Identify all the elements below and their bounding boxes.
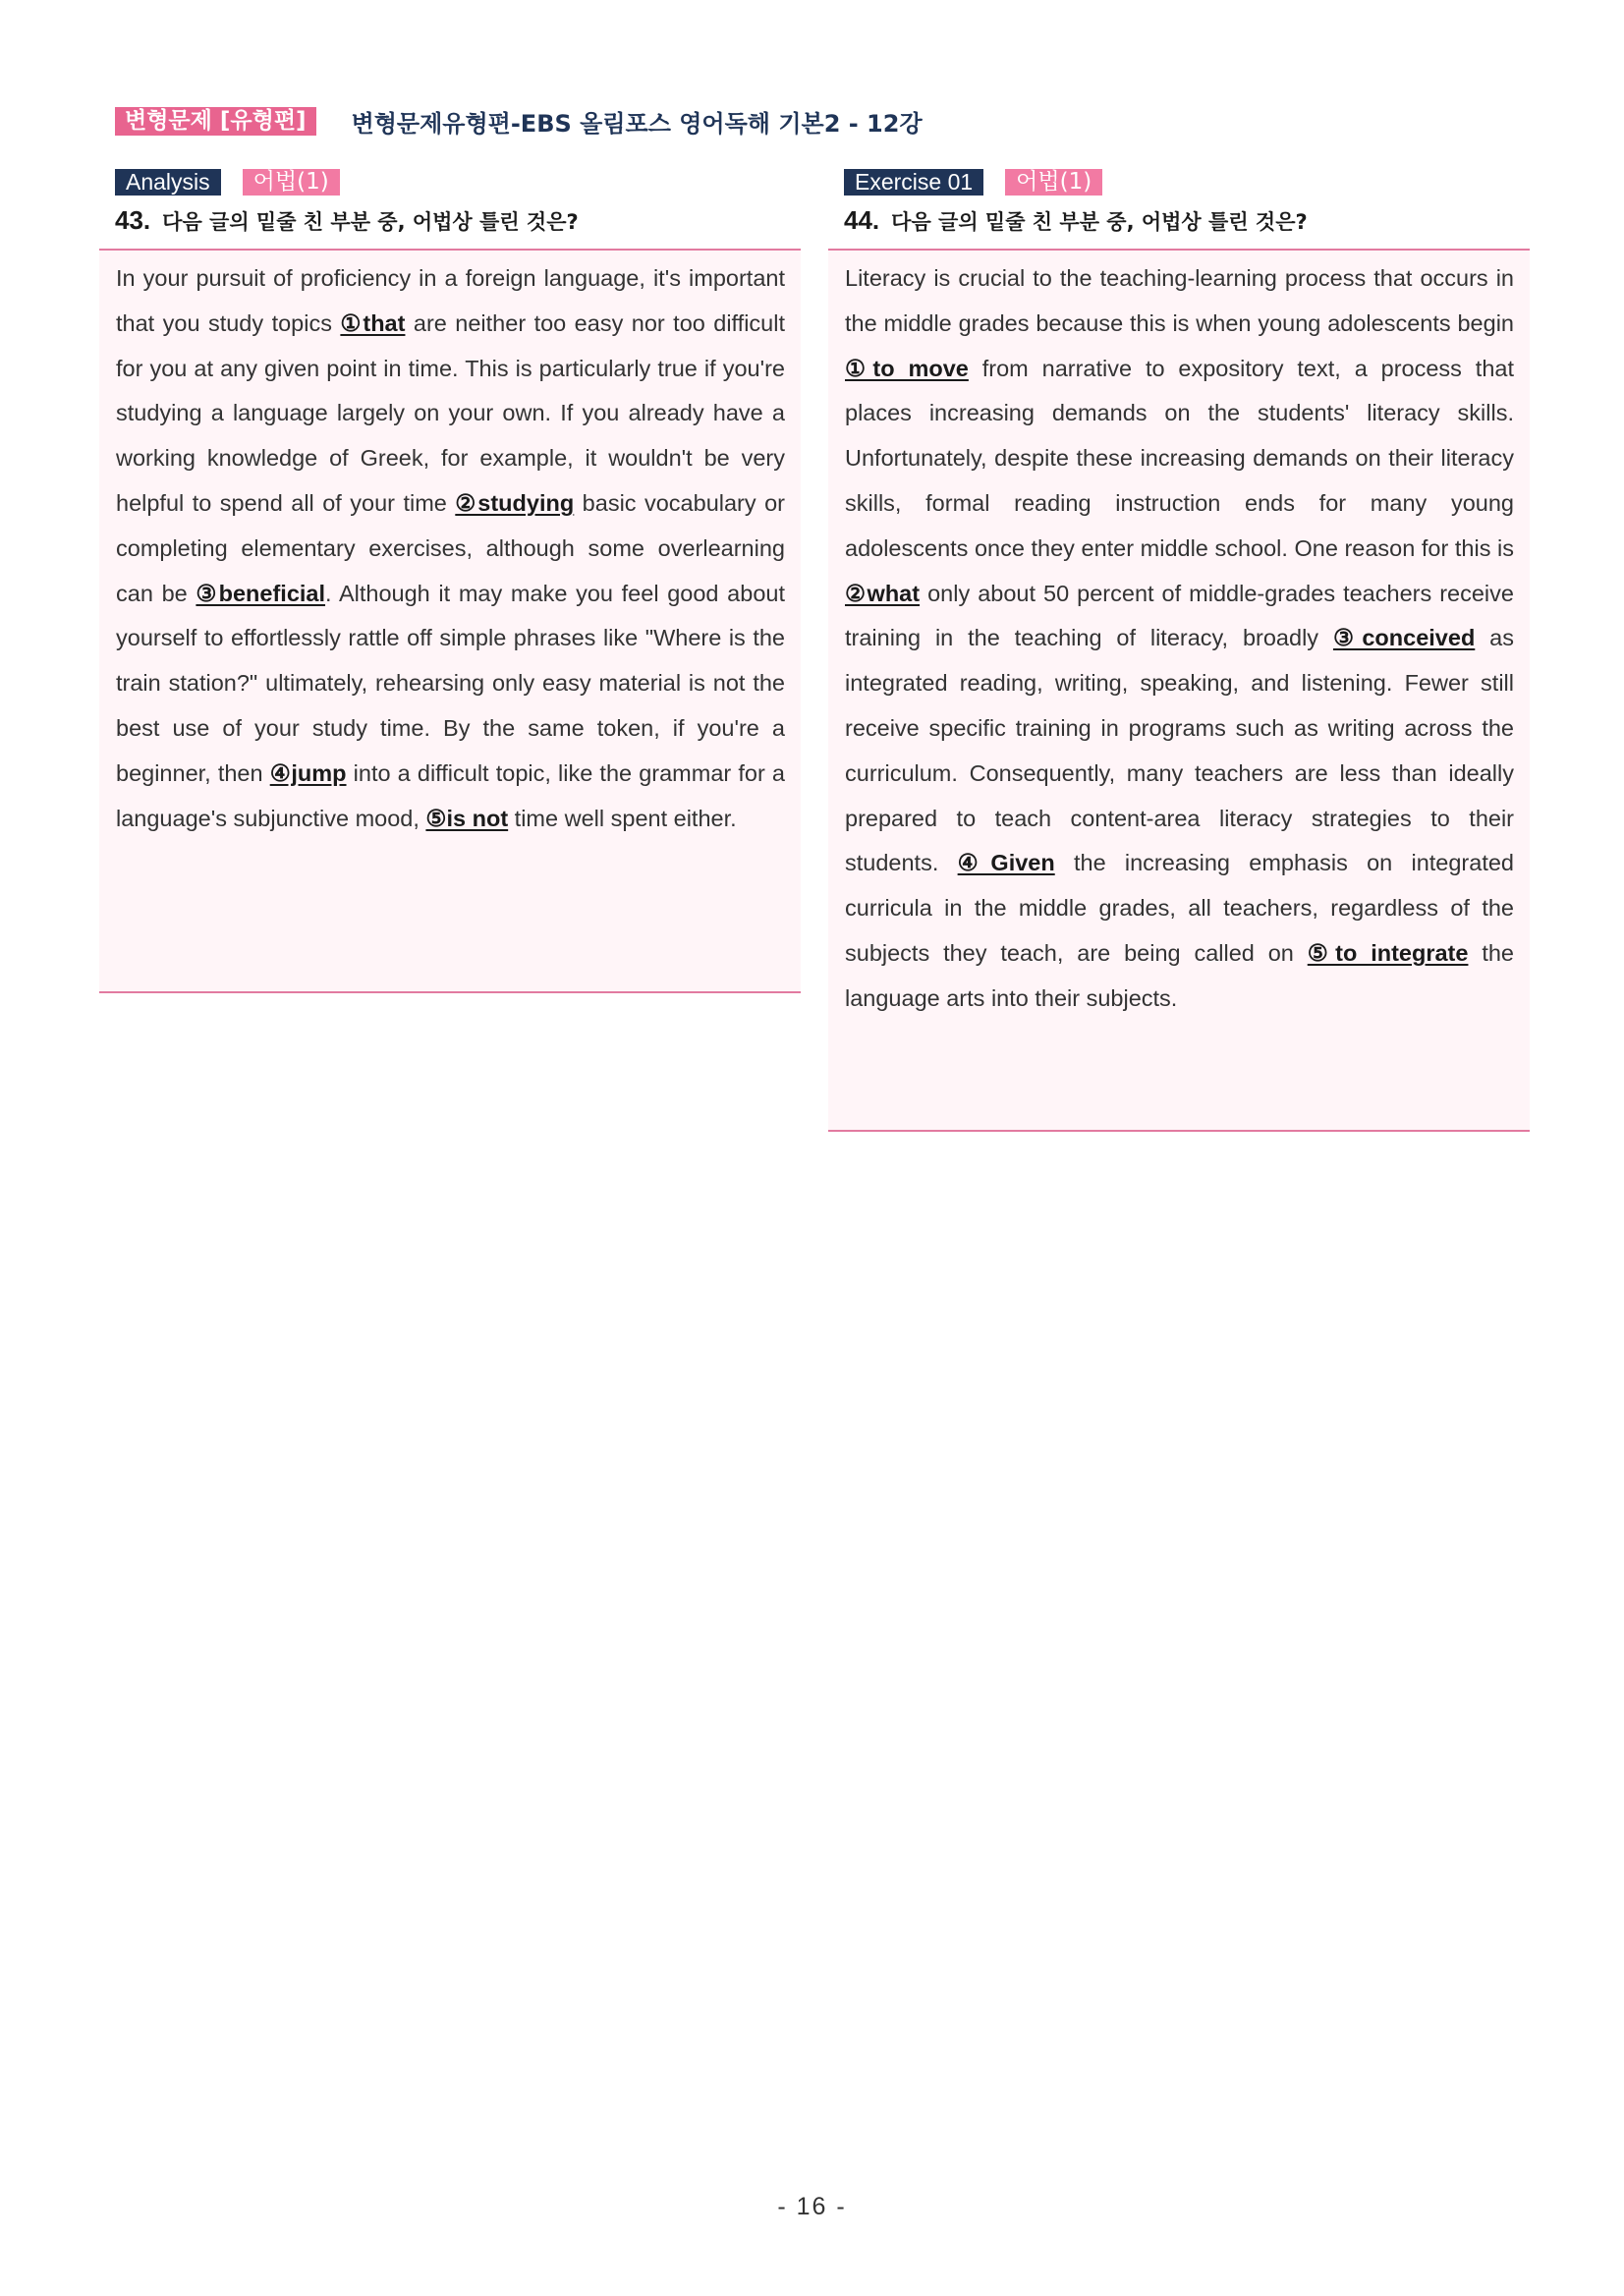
page-number: - 16 - [777, 2193, 847, 2220]
question-number: 43. [115, 205, 151, 235]
category-label: 어법(1) [1005, 169, 1102, 196]
underlined-option-2: ②what [845, 580, 921, 606]
category-label: 어법(1) [243, 169, 340, 196]
passage-segment: the increasing emphasis on integrated curricula in the middle grades, all teachers, regardless of the subjects they teach, are being called on [845, 850, 1514, 966]
page-title: 변형문제유형편-EBS 올림포스 영어독해 기본2 - 12강 [351, 109, 923, 138]
passage-segment: Literacy is crucial to the teaching-learning process that occurs in the middle grades because this is when young adolescents begin [845, 265, 1514, 336]
underlined-option-1: ①to move [845, 355, 969, 381]
question-prompt [844, 205, 1530, 239]
question-labels [115, 167, 801, 196]
underlined-option-4: ④jump [269, 759, 347, 786]
underlined-option-3: ③beneficial [196, 580, 326, 606]
left-column [99, 167, 801, 993]
question-text: 다음 글의 밑줄 친 부분 중, 어법상 틀린 것은? [162, 210, 579, 234]
right-column [828, 167, 1530, 1132]
passage-segment: time well spent either. [508, 805, 737, 831]
passage-segment: . Although it may make you feel good about yourself to effortlessly rattle off simple phrases like "Where is the train station?" ultimately, rehearsing only easy material is not the best use of your study time. By the same token, if you're a beginner, then [116, 580, 785, 786]
passage-segment: only about 50 percent of middle-grades teachers receive training in the teaching of literacy, broadly [845, 580, 1514, 651]
underlined-option-5: ⑤to integrate [1307, 939, 1469, 966]
page-header [115, 102, 923, 140]
underlined-option-1: ①that [340, 309, 406, 336]
question-labels [844, 167, 1530, 196]
passage-box [828, 249, 1530, 1132]
passage-segment: from narrative to expository text, a process that places increasing demands on the students' literacy skills. Unfortunately, despite these increasing demands on their literacy skills, formal reading instruction ends for many young adolescents once they enter middle school. One reason for this is [845, 355, 1514, 561]
question-prompt [115, 205, 801, 239]
passage-text [845, 256, 1514, 1022]
passage-segment: into a difficult topic, like the grammar for a language's subjunctive mood, [116, 759, 785, 831]
passage-segment: the language arts into their subjects. [845, 939, 1514, 1011]
question-text: 다음 글의 밑줄 친 부분 중, 어법상 틀린 것은? [891, 210, 1308, 234]
underlined-option-4: ④Given [957, 850, 1055, 876]
underlined-option-3: ③conceived [1332, 625, 1476, 651]
section-tag: 변형문제 [유형편] [115, 107, 316, 136]
underlined-option-5: ⑤is not [425, 805, 509, 831]
passage-text [116, 256, 785, 841]
passage-segment: as integrated reading, writing, speaking, and listening. Fewer still receive specific training in programs such as writing across the curriculum. Consequently, many teachers are less than ideally prepared to teach content-area literacy strategies to their students. [845, 625, 1514, 876]
exercise-label: Exercise 01 [844, 169, 983, 196]
question-number: 44. [844, 205, 880, 235]
passage-segment: In your pursuit of proficiency in a foreign language, it's important that you study topics [116, 265, 785, 336]
passage-segment: are neither too easy nor too difficult for you at any given point in time. This is particularly true if you're studying a language largely on your own. If you already have a working knowledge of Greek, for example, it wouldn't be very helpful to spend all of your time [116, 309, 785, 516]
analysis-label: Analysis [115, 169, 221, 196]
underlined-option-2: ②studying [455, 489, 575, 516]
passage-box [99, 249, 801, 993]
passage-segment: basic vocabulary or completing elementary exercises, although some overlearning can be [116, 489, 785, 606]
